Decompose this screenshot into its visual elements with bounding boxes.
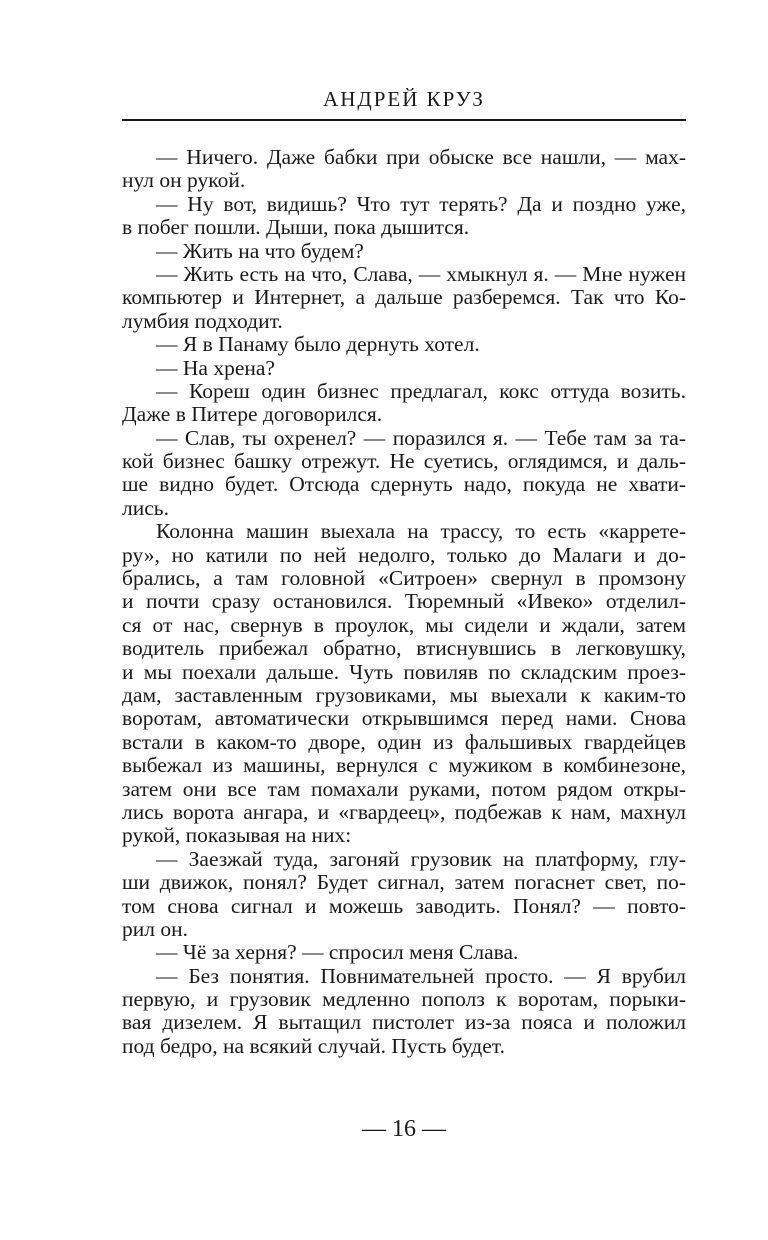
text-line: встали в каком-то дворе, один из фальшивых гвардейцев [122,729,686,754]
text-line: нул он рукой. [122,168,246,193]
text-line: — Заезжай туда, загоняй грузовик на платформу, глу- [156,846,686,871]
text-line: — Без понятия. Повнимательней просто. — Я врубил [156,963,686,988]
text-line: брались, а там головной «Ситроен» свернул в промзону [122,566,686,591]
text-line: — Жить на что будем? [156,238,364,263]
text-line: Колонна машин выехала на трассу, то есть «карретe- [156,519,686,544]
text-line: Даже в Питере договорился. [122,402,383,427]
text-line: рукой, показывая на них: [122,823,352,848]
text-line: том снова сигнал и можешь заводить. Понял? — повто- [122,893,686,918]
text-line: — Ну вот, видишь? Что тут терять? Да и поздно уже, [156,191,686,216]
text-line: под бедро, на всякий случай. Пусть будет. [122,1033,505,1058]
text-line: лись ворота ангара, и «гвардеец», подбежав к нам, махнул [122,799,686,824]
text-line: выбежал из машины, вернулся с мужиком в комбинезоне, [122,753,686,778]
text-line: — Слав, ты охренел? — поразился я. — Тебе там за та- [156,425,686,450]
header-rule [122,119,686,121]
text-line: первую, и грузовик медленно пополз к воротам, порыки- [122,987,686,1012]
text-line: рил он. [122,916,188,941]
body-text [122,146,686,1058]
text-line: дам, заставленным грузовиками, мы выехали к каким-то [122,682,686,707]
text-line: — Чё за херня? — спросил меня Слава. [156,940,519,965]
text-line: — На хрена? [156,355,275,380]
text-line: и почти сразу остановился. Тюремный «Ивеко» отделил- [122,589,686,614]
text-line: — Я в Панаму было дернуть хотел. [156,332,480,357]
text-line: лумбия подходит. [122,308,283,333]
text-line: ше видно будет. Отсюда сдернуть надо, покуда не хвати- [122,472,686,497]
text-line: компьютер и Интернет, а дальше разберемся. Так что Ко- [122,285,686,310]
text-line: водитель прибежал обратно, втиснувшись в легковушку, [122,636,686,661]
text-line: кой бизнес башку отрежут. Не суетись, оглядимся, и даль- [122,449,686,474]
text-line: ши движок, понял? Будет сигнал, затем погаснет свет, по- [122,870,686,895]
text-line: в побег пошли. Дыши, пока дышится. [122,215,470,240]
text-line: вая дизелем. Я вытащил пистолет из-за пояса и положил [122,1010,686,1035]
text-line: ся от нас, свернув в проулок, мы сидели и ждали, затем [122,612,686,637]
text-line: — Ничего. Даже бабки при обыске все нашли, — мах- [156,145,686,169]
page-number: — 16 — [362,1116,446,1142]
text-line: ру», но катили по ней недолго, только до Малаги и до- [122,542,686,567]
text-line: — Кореш один бизнес предлагал, кокс оттуда возить. [156,378,686,403]
text-line: и мы поехали дальше. Чуть повиляв по складским проез- [122,659,686,684]
text-line: лись. [122,495,169,520]
text-line: воротам, автоматически открывшимся перед нами. Снова [122,706,686,731]
text-line: — Жить есть на что, Слава, — хмыкнул я. — Мне нужен [156,261,686,286]
text-line: затем они все там помахали руками, потом рядом откры- [122,776,686,801]
running-title: АНДРЕЙ КРУЗ [323,87,485,111]
